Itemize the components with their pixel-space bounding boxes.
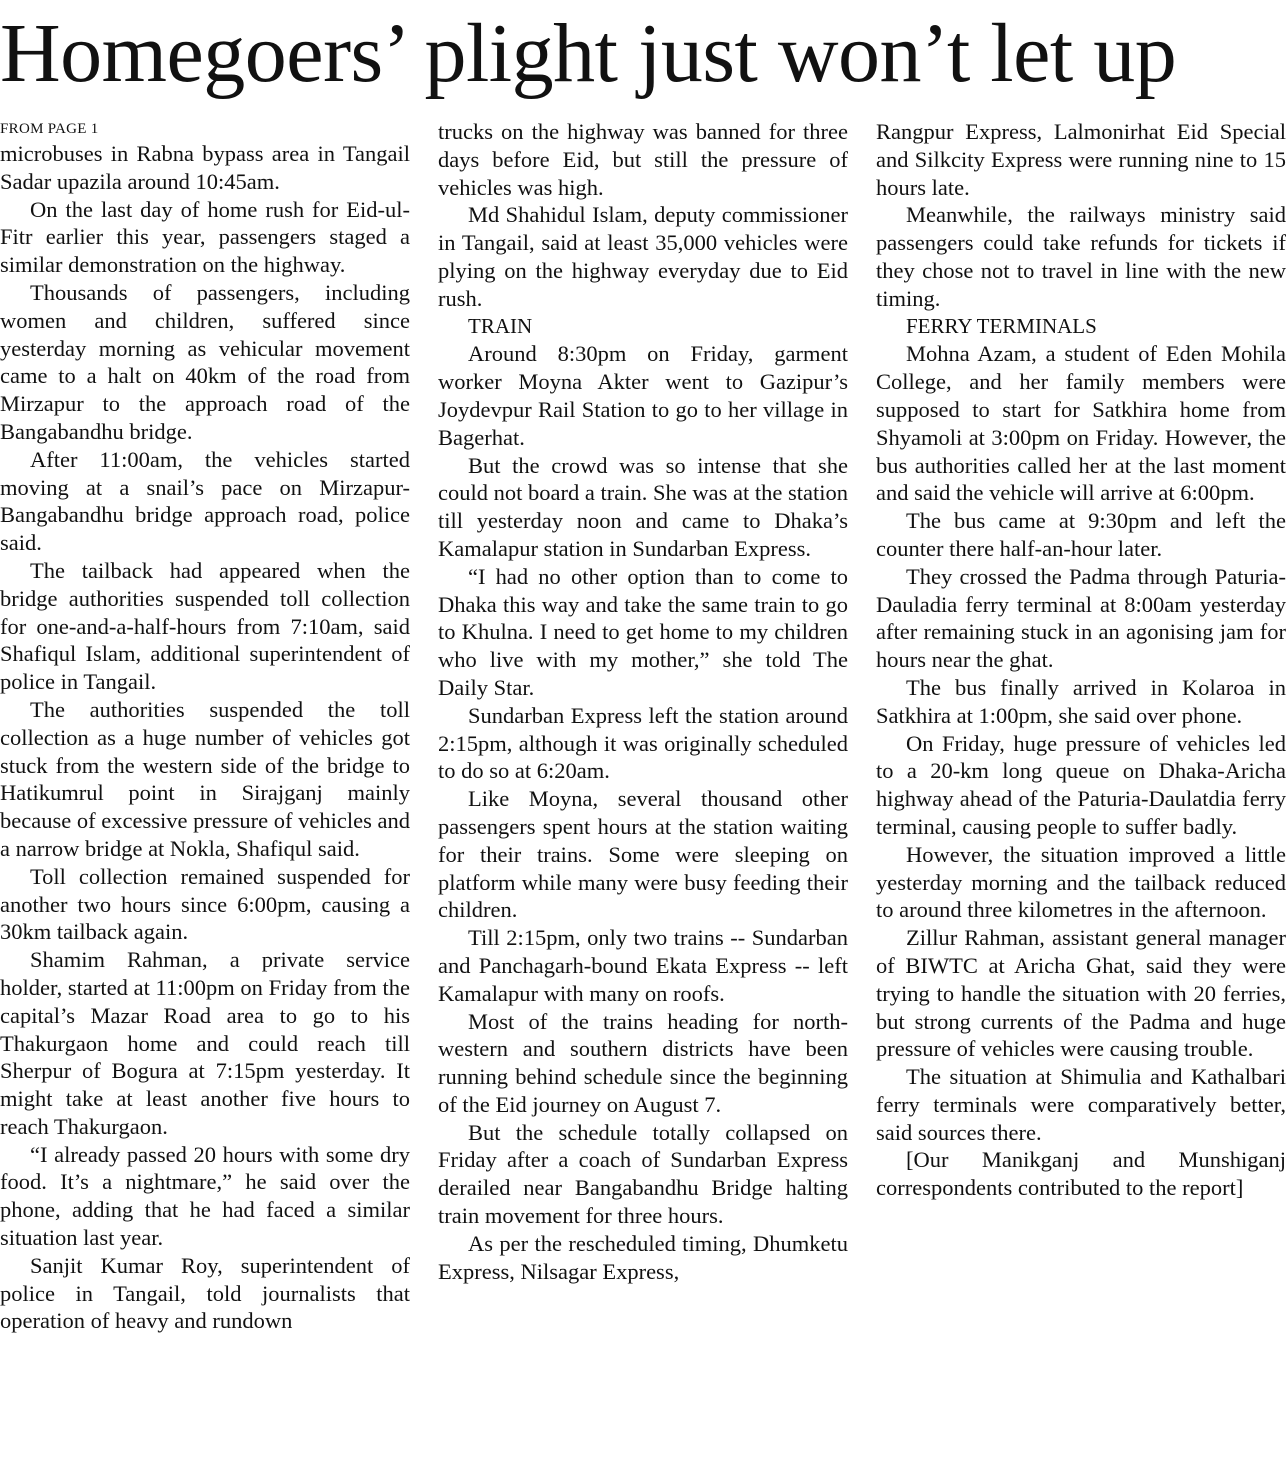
paragraph: Most of the trains heading for north-western and southern districts have been running behind schedule since the beginning of the Eid journey on August 7. (438, 1008, 848, 1117)
paragraph: Rangpur Express, Lalmonirhat Eid Special and Silkcity Express were running nine to 15 hours late. (876, 119, 1286, 200)
paragraph: microbuses in Rabna bypass area in Tangail Sadar upazila around 10:45am. (0, 141, 410, 194)
paragraph: Zillur Rahman, assistant general manager of BIWTC at Aricha Ghat, said they were trying to handle the situation with 20 ferries, but strong currents of the Padma and huge pressure of vehicles were causing trouble. (876, 925, 1286, 1062)
paragraph: Sundarban Express left the station around 2:15pm, although it was originally scheduled to do so at 6:20am. (438, 702, 848, 784)
article-headline: Homegoers’ plight just won’t let up (0, 7, 1177, 100)
paragraph: The authorities suspended the toll collection as a huge number of vehicles got stuck from the western side of the bridge to Hatikumrul point in Sirajganj mainly because of excessive pressure of vehicles and a narrow bridge at Nokla, Shafiqul said. (0, 696, 410, 861)
paragraph: Thousands of passengers, including women and children, suffered since yesterday morning as vehicular movement came to a halt on 40km of the road from Mirzapur to the approach road of the Bangabandhu bridge. (0, 279, 410, 444)
paragraph: Shamim Rahman, a private service holder, started at 11:00pm on Friday from the capital’s Mazar Road area to go to his Thakurgaon home and could reach till Sherpur of Bogura at 7:15pm yesterday. It might take at least another five hours to reach Thakurgaon. (0, 947, 410, 1139)
section-subhead-train: TRAIN (468, 313, 533, 338)
paragraph: However, the situation improved a little yesterday morning and the tailback reduced to around three kilometres in the afternoon. (876, 841, 1286, 923)
paragraph: As per the rescheduled timing, Dhumketu Express, Nilsagar Express, (438, 1230, 848, 1284)
paragraph: [Our Manikganj and Munshiganj correspondents contributed to the report] (876, 1147, 1286, 1201)
paragraph: Md Shahidul Islam, deputy commissioner in Tangail, said at least 35,000 vehicles were plying on the highway everyday due to Eid rush. (438, 202, 848, 311)
section-subhead-ferry-terminals: FERRY TERMINALS (906, 313, 1097, 338)
paragraph: Toll collection remained suspended for another two hours since 6:00pm, causing a 30km tailback again. (0, 863, 410, 945)
paragraph: Meanwhile, the railways ministry said passengers could take refunds for tickets if they chose not to travel in line with the new timing. (876, 202, 1286, 311)
paragraph: “I already passed 20 hours with some dry food. It’s a nightmare,” he said over the phone, adding that he had faced a similar situation last year. (0, 1141, 410, 1251)
continuation-kicker: FROM PAGE 1 (0, 121, 99, 137)
paragraph: The situation at Shimulia and Kathalbari ferry terminals were comparatively better, said sources there. (876, 1064, 1286, 1145)
article-column-3 (876, 118, 1286, 1202)
paragraph: The bus finally arrived in Kolaroa in Satkhira at 1:00pm, she said over phone. (876, 674, 1286, 728)
paragraph: trucks on the highway was banned for three days before Eid, but still the pressure of vehicles was high. (438, 119, 848, 200)
paragraph: On Friday, huge pressure of vehicles led to a 20-km long queue on Dhaka-Aricha highway ahead of the Paturia-Daulatdia ferry terminal, causing people to suffer badly. (876, 730, 1286, 839)
paragraph: Mohna Azam, a student of Eden Mohila College, and her family members were supposed to start for Satkhira home from Shyamoli at 3:00pm on Friday. However, the bus authorities called her at the last moment and said the vehicle will arrive at 6:00pm. (876, 341, 1286, 506)
paragraph: Around 8:30pm on Friday, garment worker Moyna Akter went to Gazipur’s Joydevpur Rail Station to go to her village in Bagerhat. (438, 341, 848, 450)
paragraph: Till 2:15pm, only two trains -- Sundarban and Panchagarh-bound Ekata Express -- left Kamalapur with many on roofs. (438, 925, 848, 1006)
paragraph: Like Moyna, several thousand other passengers spent hours at the station waiting for their trains. Some were sleeping on platform while many were busy feeding their children. (438, 786, 848, 923)
paragraph: “I had no other option than to come to Dhaka this way and take the same train to go to Khulna. I need to get home to my children who live with my mother,” she told The Daily Star. (438, 563, 848, 700)
article-column-1 (0, 118, 410, 1335)
paragraph: They crossed the Padma through Paturia-Dauladia ferry terminal at 8:00am yesterday after remaining stuck in an agonising jam for hours near the ghat. (876, 563, 1286, 673)
paragraph: On the last day of home rush for Eid-ul-Fitr earlier this year, passengers staged a similar demonstration on the highway. (0, 196, 410, 278)
paragraph: After 11:00am, the vehicles started moving at a snail’s pace on Mirzapur-Bangabandhu bridge approach road, police said. (0, 446, 410, 556)
paragraph: But the schedule totally collapsed on Friday after a coach of Sundarban Express derailed near Bangabandhu Bridge halting train movement for three hours. (438, 1119, 848, 1229)
paragraph: Sanjit Kumar Roy, superintendent of police in Tangail, told journalists that operation of heavy and rundown (0, 1252, 410, 1334)
paragraph: The tailback had appeared when the bridge authorities suspended toll collection for one-and-a-half-hours from 7:10am, said Shafiqul Islam, additional superintendent of police in Tangail. (0, 557, 410, 695)
paragraph: But the crowd was so intense that she could not board a train. She was at the station till yesterday noon and came to Dhaka’s Kamalapur station in Sundarban Express. (438, 452, 848, 561)
paragraph: The bus came at 9:30pm and left the counter there half-an-hour later. (876, 508, 1286, 561)
article-column-2 (438, 118, 848, 1285)
